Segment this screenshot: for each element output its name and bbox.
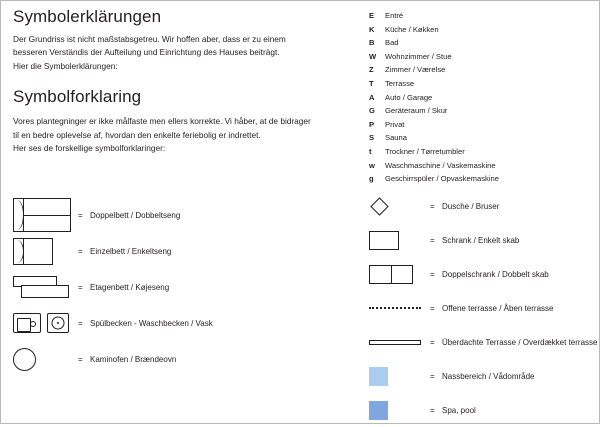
double-bed-icon [13,198,75,232]
list-item [369,91,589,105]
symbol-label: = Einzelbett / Enkeltseng [75,247,171,256]
list-item [369,325,598,359]
letter-key: G [369,106,375,116]
symbol-label: = Dusche / Bruser [427,202,499,211]
list-item [369,77,589,91]
intro-paragraph-german [13,33,329,73]
list-item [369,23,589,37]
letter-value: Wohnzimmer / Stue [385,51,452,61]
symbol-label: = Spa, pool [427,406,476,415]
letter-value: Geräteraum / Skur [385,106,448,116]
open-terrace-icon [369,307,427,309]
letter-key: E [369,11,375,20]
letter-key: P [369,119,375,129]
symbol-label: = Doppelbett / Dobbeltseng [75,211,180,220]
letter-key: K [369,24,375,34]
letter-value: Auto / Garage [385,92,433,102]
symbol-label: = Überdachte Terrasse / Overdækket terrasse [427,338,597,347]
list-item [369,104,589,118]
symbol-label: = Kaminofen / Brændeovn [75,355,176,364]
left-symbol-list [13,197,343,377]
spa-pool-swatch-icon [369,401,427,420]
list-item [369,291,594,325]
letter-key: A [369,92,375,102]
page-title-german: Symbolerklärungen [13,7,162,26]
sink-washbasin-icon [13,313,75,333]
left-text-column [13,7,343,156]
shower-diamond-icon [369,200,427,213]
wardrobe-double-icon [369,265,427,284]
intro-paragraph-danish [13,115,329,155]
covered-terrace-icon [369,340,427,345]
symbol-label: = Nassbereich / Vådområde [427,372,535,381]
intro-da-line-2: til en bedre oplevelse af, hvordan den enkelte feriebolig er indrettet. [13,129,261,140]
list-item [13,305,343,341]
intro-da-line-1: Vores plantegninger er ikke målfaste men ellers korrekte. Vi håber, at de bidrager [13,116,311,127]
letter-value: Privat [385,119,405,129]
list-item [13,341,343,377]
letter-value: Waschmaschine / Vaskemaskine [385,160,496,170]
letter-key: T [369,78,374,88]
letter-key: S [369,133,375,143]
list-item [369,131,589,145]
stove-icon [13,348,75,371]
list-item [369,118,589,132]
letter-key: Z [369,65,374,75]
letter-value: Trockner / Tørretumbler [385,146,465,156]
list-item [369,393,594,427]
right-symbol-list [369,189,598,427]
letter-key: w [369,160,375,170]
letter-value: Terrasse [385,78,415,88]
symbol-label: = Etagenbett / Køjeseng [75,283,169,292]
letter-legend [369,9,589,186]
list-item [369,257,594,291]
single-bed-icon [13,238,75,265]
wet-room-swatch-icon [369,367,427,386]
letter-value: Sauna [385,133,407,143]
symbol-label: = Offene terrasse / Åben terrasse [427,304,553,313]
list-item [13,233,343,269]
letter-value: Entré [385,11,404,20]
list-item [369,159,589,173]
letter-value: Küche / Køkken [385,24,439,34]
list-item [13,197,343,233]
intro-de-line-1: Der Grundriss ist nicht maßstabsgetreu. Wir hoffen aber, dass er zu einem [13,34,286,44]
intro-da-line-3: Her ses de forskellige symbolforklaringer: [13,143,166,154]
letter-key: g [369,174,374,184]
letter-key: t [369,146,372,156]
wardrobe-single-icon [369,231,427,250]
letter-key: B [369,38,375,48]
list-item [369,223,594,257]
list-item [369,36,589,50]
bunk-bed-icon [13,276,75,298]
symbol-label: = Spülbecken - Waschbecken / Vask [75,319,213,328]
letter-value: Geschirrspüler / Opvaskemaskine [385,174,499,184]
list-item [369,359,594,393]
list-item [369,172,589,186]
list-item [369,189,594,223]
symbol-label: = Schrank / Enkelt skab [427,236,519,245]
list-item [369,63,589,77]
list-item [369,50,589,64]
list-item [369,9,589,23]
letter-value: Zimmer / Værelse [385,65,446,75]
intro-de-line-2: besseren Verständis der Aufteilung und Einrichtung des Hauses beiträgt. [13,47,280,58]
intro-de-line-3: Hier die Symbolerklärungen: [13,60,118,71]
symbol-label: = Doppelschrank / Dobbelt skab [427,270,549,279]
list-item [369,145,589,159]
letter-value: Bad [385,38,399,48]
letter-key: W [369,51,377,61]
list-item [13,269,343,305]
page-title-danish: Symbolforklaring [13,87,142,107]
